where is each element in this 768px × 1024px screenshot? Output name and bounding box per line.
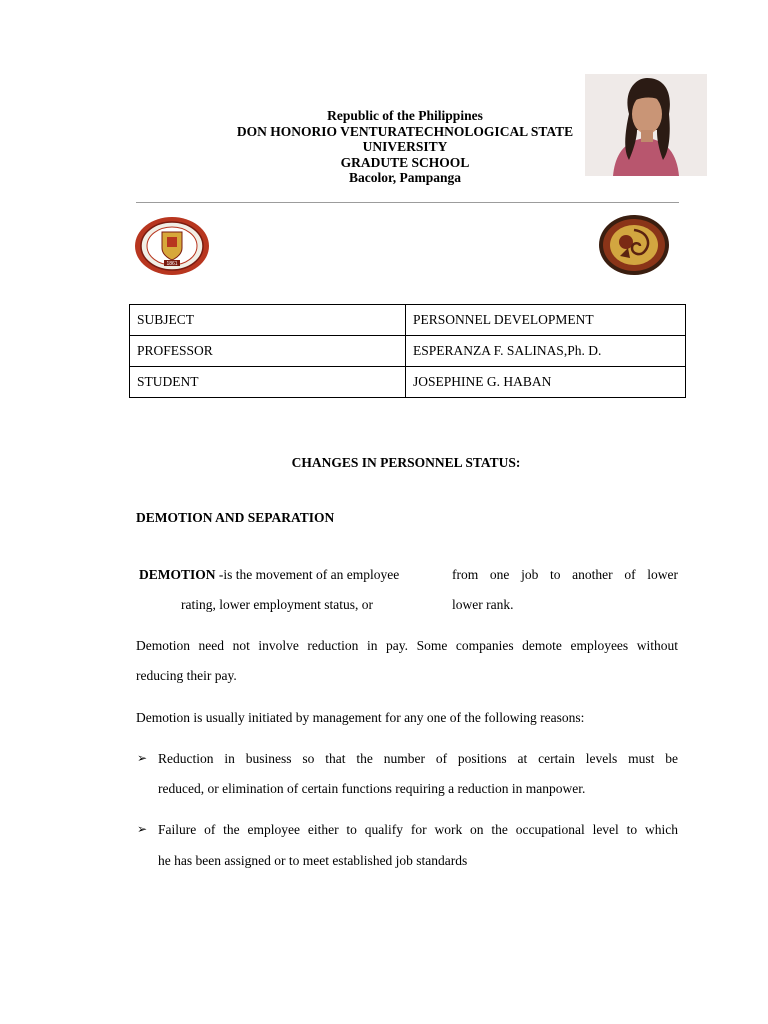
professor-value: ESPERANZA F. SALINAS,Ph. D. (406, 336, 686, 367)
bullet-arrow-icon: ➢ (137, 751, 148, 765)
letterhead-university-cont: UNIVERSITY (362, 139, 448, 154)
subsection-title: DEMOTION AND SEPARATION (136, 510, 335, 525)
bullet-2-line-2: he has been assigned or to meet established job standards (158, 853, 468, 868)
student-photo (585, 74, 707, 176)
bullet-2-line-1: Failure of the employee either to qualify for work on the occupational level to which (158, 822, 678, 837)
paragraph-1-line-1: Demotion need not involve reduction in pay. Some companies demote employees without (136, 638, 678, 653)
letterhead-country: Republic of the Philippines (327, 108, 483, 123)
bullet-1-line-2: reduced, or elimination of certain functions requiring a reduction in manpower. (158, 781, 586, 796)
table-row (130, 367, 686, 398)
demotion-def-c: rating, lower employment status, or (181, 597, 373, 612)
header-divider (136, 202, 679, 203)
table-row (130, 336, 686, 367)
letterhead-location: Bacolor, Pampanga (348, 170, 461, 185)
bullet-1-line-1: Reduction in business so that the number of positions at certain levels must be (158, 751, 678, 766)
letterhead-school: GRADUTE SCHOOL (340, 154, 470, 170)
paragraph-2: Demotion is usually initiated by management for any one of the following reasons: (136, 710, 585, 725)
letterhead-university: DON HONORIO VENTURATECHNOLOGICAL STATE (236, 123, 574, 139)
demotion-def-a: -is the movement of an employee (215, 567, 400, 582)
demotion-def-b: from one job to another of lower (452, 567, 678, 582)
paragraph-1-line-2: reducing their pay. (136, 668, 237, 683)
course-info-table (129, 304, 686, 398)
section-title: CHANGES IN PERSONNEL STATUS: (291, 455, 521, 470)
student-value: JOSEPHINE G. HABAN (406, 367, 686, 398)
demotion-definition-left (139, 567, 399, 583)
university-seal-left (134, 216, 210, 276)
student-label: STUDENT (130, 367, 406, 398)
bullet-arrow-icon: ➢ (137, 822, 148, 836)
subject-value: PERSONNEL DEVELOPMENT (406, 305, 686, 336)
seal-year: 1861 (166, 261, 178, 267)
professor-label: PROFESSOR (130, 336, 406, 367)
subject-label: SUBJECT (130, 305, 406, 336)
university-seal-right (598, 214, 670, 276)
portrait-image (585, 74, 707, 176)
table-row (130, 305, 686, 336)
demotion-def-d: lower rank. (452, 597, 514, 612)
demotion-term: DEMOTION (139, 567, 216, 582)
